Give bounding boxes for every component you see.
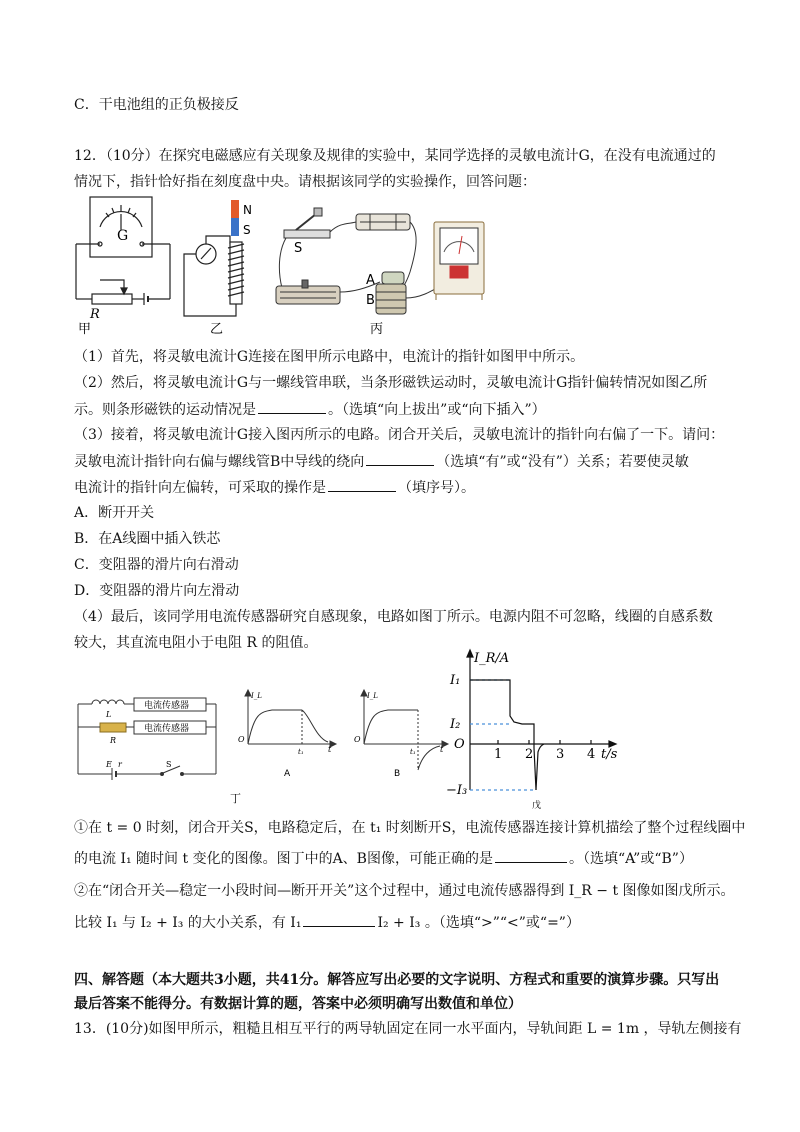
graph-wu-tick-3: 3 [556, 747, 565, 762]
part-3-line-2 [74, 451, 689, 472]
figure-label-yi: 乙 [210, 322, 224, 337]
option-a: A．断开开关 [74, 505, 155, 521]
graph-wu-x-label: t/s [601, 747, 618, 762]
coil-a-label: A [366, 273, 375, 288]
answer-blank-magnet-motion[interactable] [258, 399, 326, 414]
part-3-line-3-suffix: （填序号）。 [398, 480, 475, 496]
question-12-line-2: 情况下，指针恰好指在刻度盘中央。请根据该同学的实验操作，回答问题： [74, 174, 536, 190]
part-2-suffix: 。（选填“向上拔出”或“向下插入”） [328, 402, 546, 418]
magnet-n-label: N [243, 203, 252, 217]
figure-label-ding: 丁 [230, 792, 241, 805]
part-3-line-1: （3）接着，将灵敏电流计G接入图丙所示的电路。闭合开关后，灵敏电流计的指针向右偏了一下。请问： [74, 427, 725, 443]
figure-label-wu: 戊 [532, 801, 542, 810]
part-3-line-3 [74, 477, 475, 498]
part-4-line-2: 较大，其直流电阻小于电阻 R 的阻值。 [74, 635, 318, 651]
part-3-line-3-prefix: 电流计的指针向左偏转，可采取的操作是 [74, 480, 326, 496]
switch-s-label: S [294, 241, 303, 256]
circuit-jia [76, 197, 170, 305]
section-4-header-line-1: 四、解答题（本大题共3小题，共41分。解答应写出必要的文字说明、方程式和重要的演算步骤。只写出 [74, 972, 720, 988]
graph-wu-tick-4: 4 [587, 747, 596, 762]
internal-r-label: r [118, 760, 122, 769]
subq-1-line-2 [74, 848, 693, 869]
part-1-text: （1）首先，将灵敏电流计G连接在图甲所示电路中，电流计的指针如图甲中所示。 [74, 349, 585, 365]
graph-a-origin: O [238, 735, 245, 744]
emf-e-label: E [106, 760, 112, 769]
graph-a-y-label: I_L [251, 692, 262, 700]
option-c-previous: C．干电池组的正负极接反 [74, 97, 239, 113]
graph-wu [467, 650, 616, 790]
subq-2-line-1: ②在“闭合开关—稳定一小段时间—断开开关”这个过程中，通过电流传感器得到 I_R − t 图像如图戊所示。 [74, 883, 735, 899]
question-13-line-1: 13．(10分)如图甲所示，粗糙且相互平行的两导轨固定在同一水平面内，导轨间距 L = 1m ，导轨左侧接有 [74, 1021, 742, 1037]
part-2-prefix: 示。则条形磁铁的运动情况是 [74, 402, 256, 418]
magnet-s-label: S [243, 223, 251, 237]
graph-wu-i3: −I₃ [446, 783, 468, 798]
subq-2-line-2 [74, 912, 580, 933]
sensor-1-label: 电流传感器 [144, 701, 190, 711]
option-b: B．在A线圈中插入铁芯 [74, 531, 221, 547]
apparatus-bing [276, 208, 484, 314]
answer-blank-compare[interactable] [303, 912, 375, 927]
part-2-line-2 [74, 399, 546, 420]
graph-a-x-label: t [328, 745, 332, 754]
coil-b-label: B [366, 293, 375, 308]
circuit-yi [184, 200, 244, 316]
sensor-2-label: 电流传感器 [144, 724, 190, 734]
part-3-prefix: 灵敏电流计指针向右偏与螺线管B中导线的绕向 [74, 454, 365, 470]
figure-label-jia: 甲 [78, 322, 92, 337]
resistor-r-label-ding: R [110, 736, 117, 745]
graph-b [361, 690, 448, 770]
graph-wu-y-label: I_R/A [474, 651, 510, 666]
answer-blank-winding[interactable] [366, 451, 434, 466]
graph-b-label: B [394, 769, 401, 779]
figure-ding-wu [70, 648, 630, 810]
subq-2-prefix: 比较 I₁ 与 I₂ + I₃ 的大小关系，有 I₁ [74, 915, 302, 931]
subq-1-prefix: 的电流 I₁ 随时间 t 变化的图像。图丁中的A、B图像，可能正确的是 [74, 851, 493, 867]
graph-wu-i1: I₁ [450, 673, 461, 688]
subq-1-suffix: 。（选填“A”或“B”） [568, 851, 693, 867]
subq-1-line-1: ①在 t = 0 时刻，闭合开关S，电路稳定后，在 t₁ 时刻断开S，电流传感器连接计算机描绘了整个过程线圈中 [74, 820, 746, 836]
graph-b-x-label: t [440, 745, 444, 754]
graph-b-origin: O [354, 735, 361, 744]
part-2-line-1: （2）然后，将灵敏电流计G与一螺线管串联，当条形磁铁运动时，灵敏电流计G指针偏转情况如图乙所 [74, 375, 708, 391]
part-3-middle: （选填“有”或“没有”）关系；若要使灵敏 [436, 454, 689, 470]
subq-2-suffix: I₂ + I₃ 。（选填“>”“<”或“=”） [377, 915, 580, 931]
inductor-l-label: L [106, 710, 112, 719]
option-c: C．变阻器的滑片向右滑动 [74, 557, 239, 573]
resistor-r-label: R [90, 307, 100, 322]
part-4-line-1: （4）最后，该同学用电流传感器研究自感现象，电路如图丁所示。电源内阻不可忽略，线圈的自感系数 [74, 609, 713, 625]
graph-wu-i2: I₂ [450, 717, 461, 732]
section-4-header-line-2: 最后答案不能得分。有数据计算的题，答案中必须明确写出数值和单位） [74, 996, 522, 1012]
question-12-line-1: 12．（10分）在探究电磁感应有关现象及规律的实验中，某同学选择的灵敏电流计G，在没有电流通过的 [74, 148, 716, 164]
graph-b-y-label: I_L [367, 692, 378, 700]
graph-wu-origin: O [454, 737, 465, 752]
option-d: D．变阻器的滑片向左滑动 [74, 583, 240, 599]
figure-label-bing: 丙 [370, 322, 384, 337]
figure-jia-yi-bing [70, 192, 500, 342]
graph-a-t1: t₁ [298, 748, 304, 756]
graph-wu-tick-1: 1 [494, 747, 503, 762]
answer-blank-operation[interactable] [328, 477, 396, 492]
graph-a-label: A [284, 769, 291, 779]
switch-s-label-ding: S [166, 760, 172, 769]
galvanometer-g-label: G [117, 228, 129, 244]
answer-blank-graph-choice[interactable] [495, 848, 567, 863]
graph-b-t1: t₁ [410, 748, 416, 756]
graph-wu-tick-2: 2 [525, 747, 534, 762]
